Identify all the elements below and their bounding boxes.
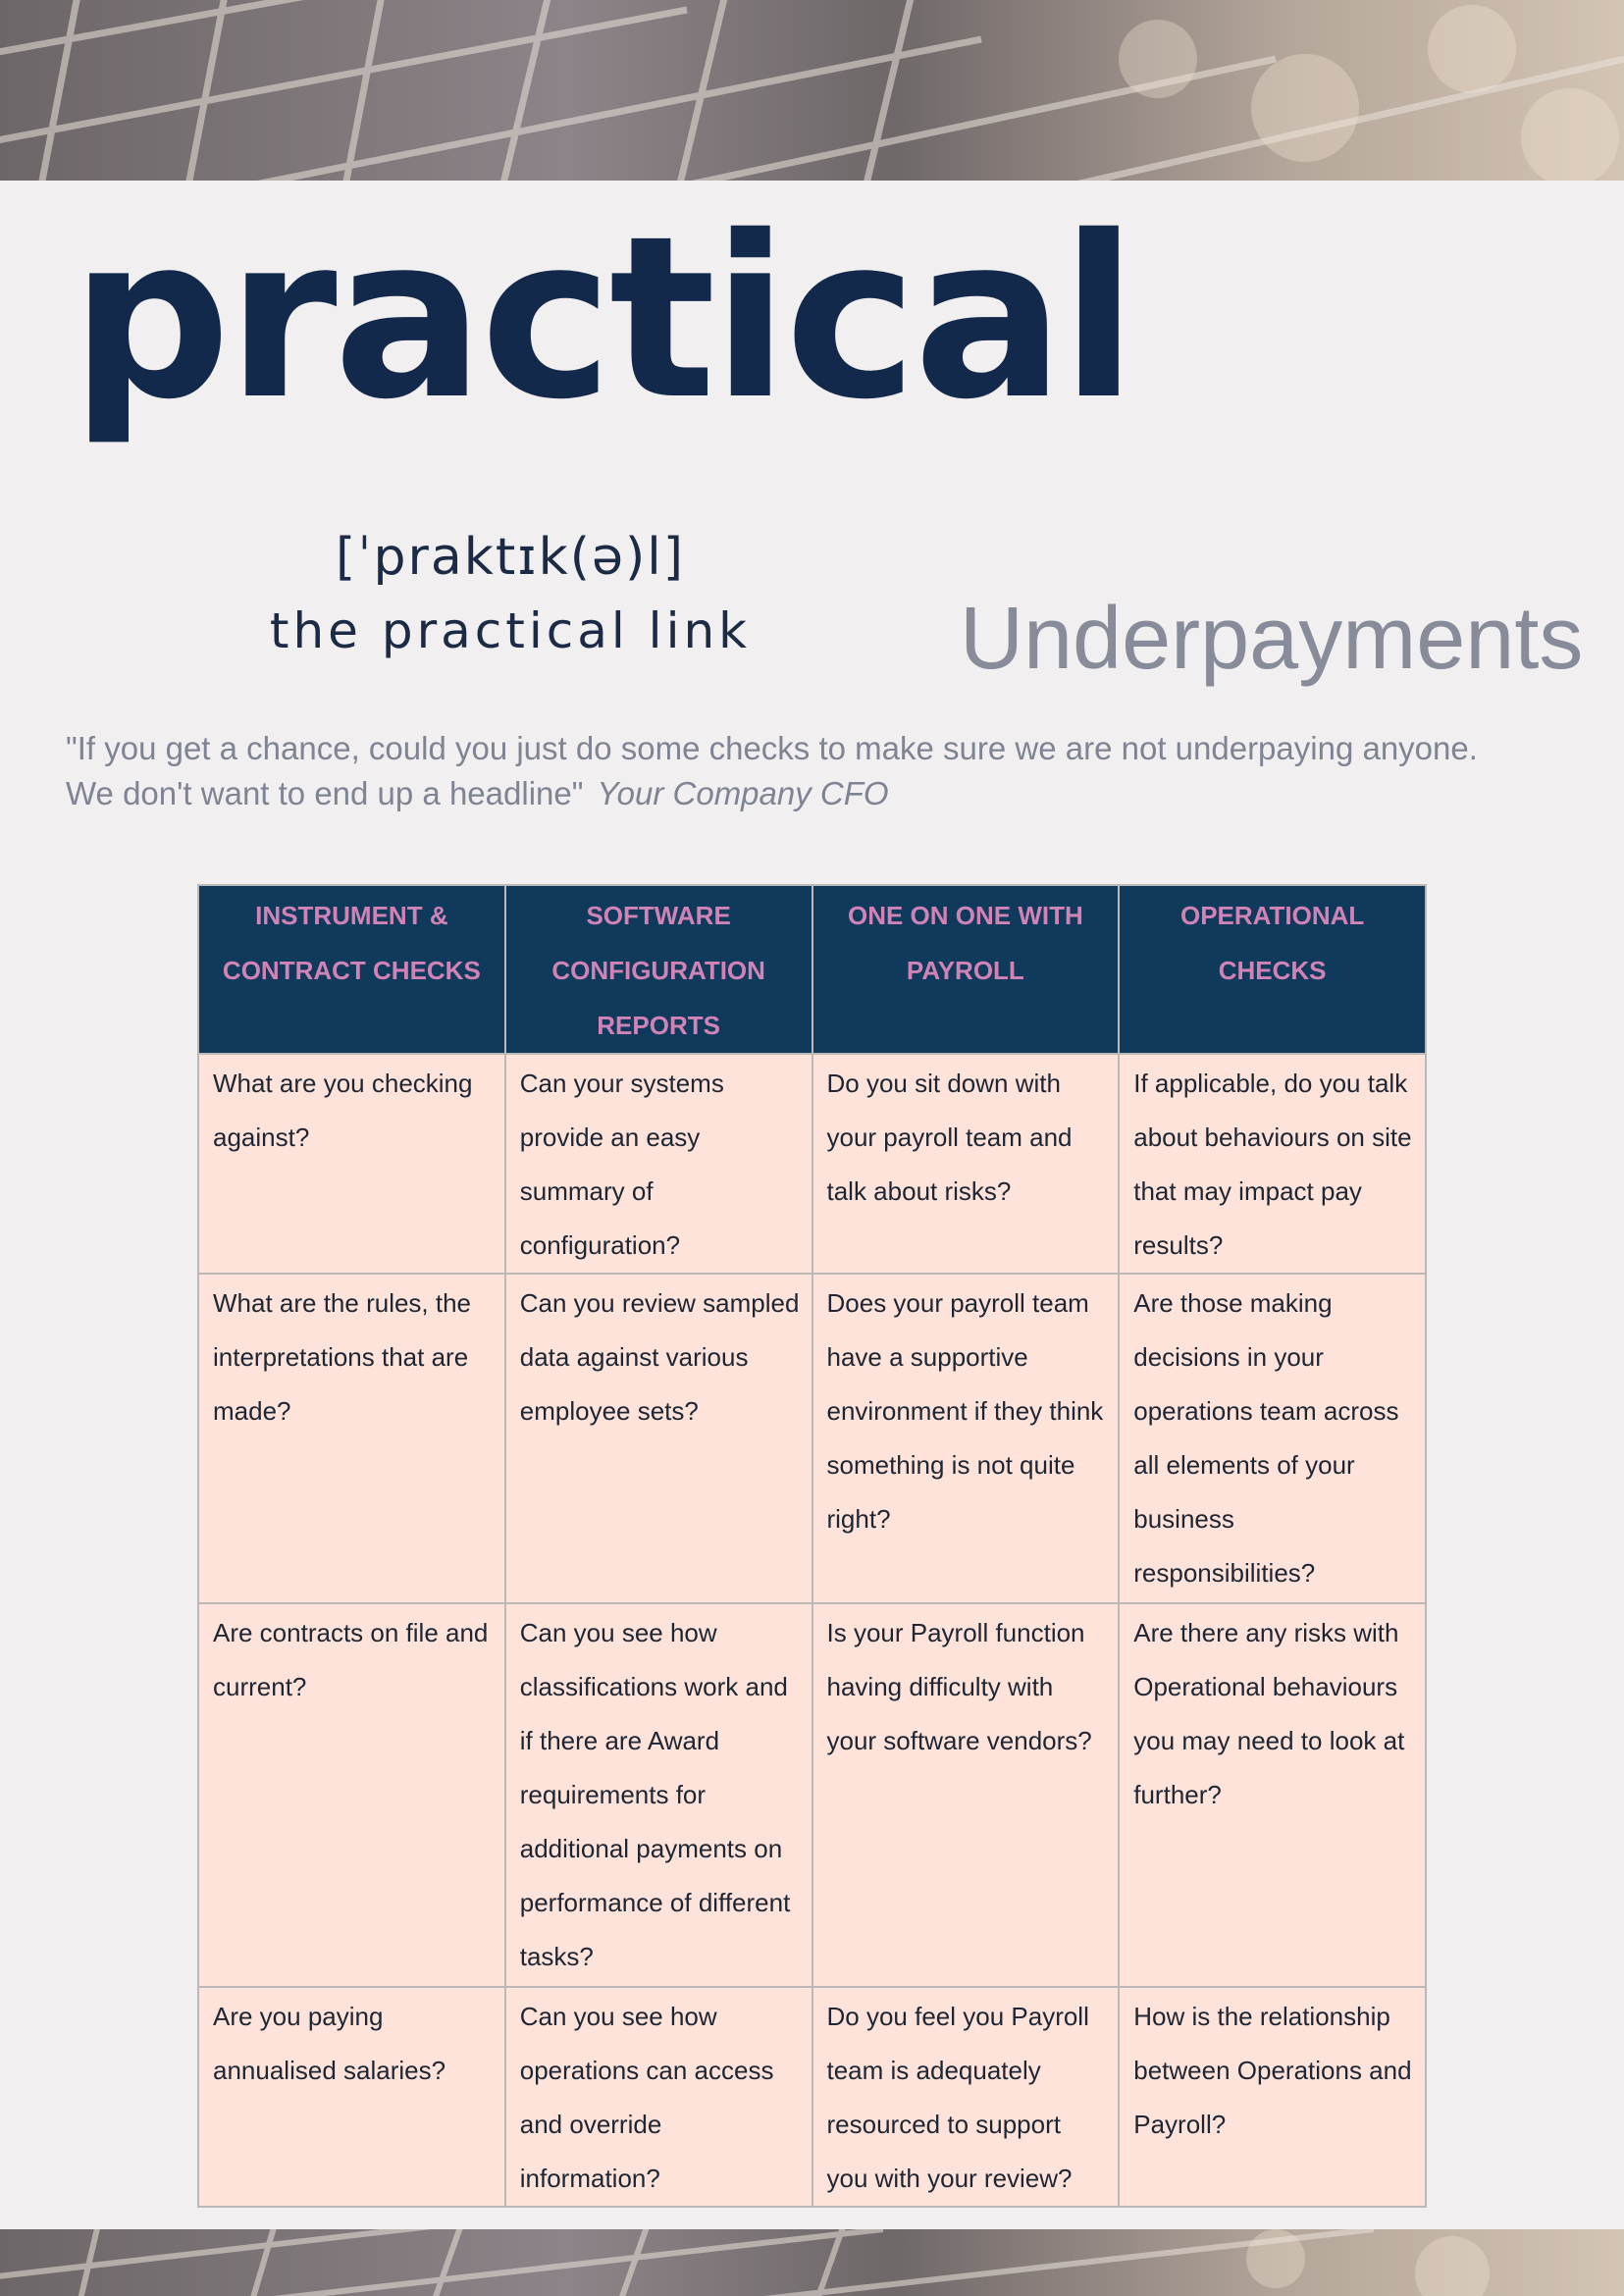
page-title: practical: [71, 187, 1133, 448]
table-cell: What are you checking against?: [198, 1054, 505, 1274]
header-one-on-one-with-payroll: ONE ON ONE WITH PAYROLL: [812, 885, 1120, 1054]
table-cell: Are contracts on file and current?: [198, 1603, 505, 1987]
table-row: [198, 1054, 1426, 1274]
table-row: [198, 1274, 1426, 1603]
header-instrument-contract-checks: INSTRUMENT & CONTRACT CHECKS: [198, 885, 505, 1054]
table-cell: How is the relationship between Operations and Payroll?: [1119, 1987, 1426, 2207]
table-cell: Do you feel you Payroll team is adequately resourced to support you with your review?: [812, 1987, 1120, 2207]
top-banner-image: [0, 0, 1624, 181]
table-cell: If applicable, do you talk about behaviours on site that may impact pay results?: [1119, 1054, 1426, 1274]
phonetic-spelling: [ˈpraktɪk(ə)l]: [335, 528, 686, 587]
table-cell: Can you see how operations can access and override information?: [505, 1987, 812, 2207]
quote-attribution: Your Company CFO: [597, 775, 889, 811]
table-cell: Are you paying annualised salaries?: [198, 1987, 505, 2207]
wire-mesh-pattern: [0, 2229, 1624, 2296]
checks-table: [197, 884, 1427, 2208]
header-operational-checks: OPERATIONAL CHECKS: [1119, 885, 1426, 1054]
quote-text: "If you get a chance, could you just do some checks to make sure we are not underpaying anyone. We don't want to end up a headline": [66, 730, 1478, 811]
table-cell: Are those making decisions in your operations team across all elements of your business responsibilities?: [1119, 1274, 1426, 1603]
header-software-configuration-reports: SOFTWARE CONFIGURATION REPORTS: [505, 885, 812, 1054]
table-cell: What are the rules, the interpretations that are made?: [198, 1274, 505, 1603]
table-cell: Can you see how classifications work and if there are Award requirements for additional payments on performance of different tasks?: [505, 1603, 812, 1987]
table-cell: Can your systems provide an easy summary of configuration?: [505, 1054, 812, 1274]
table-cell: Is your Payroll function having difficulty with your software vendors?: [812, 1603, 1120, 1987]
bottom-banner-image: [0, 2229, 1624, 2296]
table-cell: Do you sit down with your payroll team and talk about risks?: [812, 1054, 1120, 1274]
table-header-row: [198, 885, 1426, 1054]
tagline: the practical link: [269, 602, 752, 659]
wire-mesh-pattern: [0, 0, 1624, 181]
table-cell: Are there any risks with Operational behaviours you may need to look at further?: [1119, 1603, 1426, 1987]
table-cell: Does your payroll team have a supportive environment if they think something is not quite right?: [812, 1274, 1120, 1603]
table-cell: Can you review sampled data against various employee sets?: [505, 1274, 812, 1603]
table-row: [198, 1603, 1426, 1987]
subject-heading: Underpayments: [960, 590, 1584, 688]
cfo-quote: [66, 726, 1479, 816]
table-row: [198, 1987, 1426, 2207]
